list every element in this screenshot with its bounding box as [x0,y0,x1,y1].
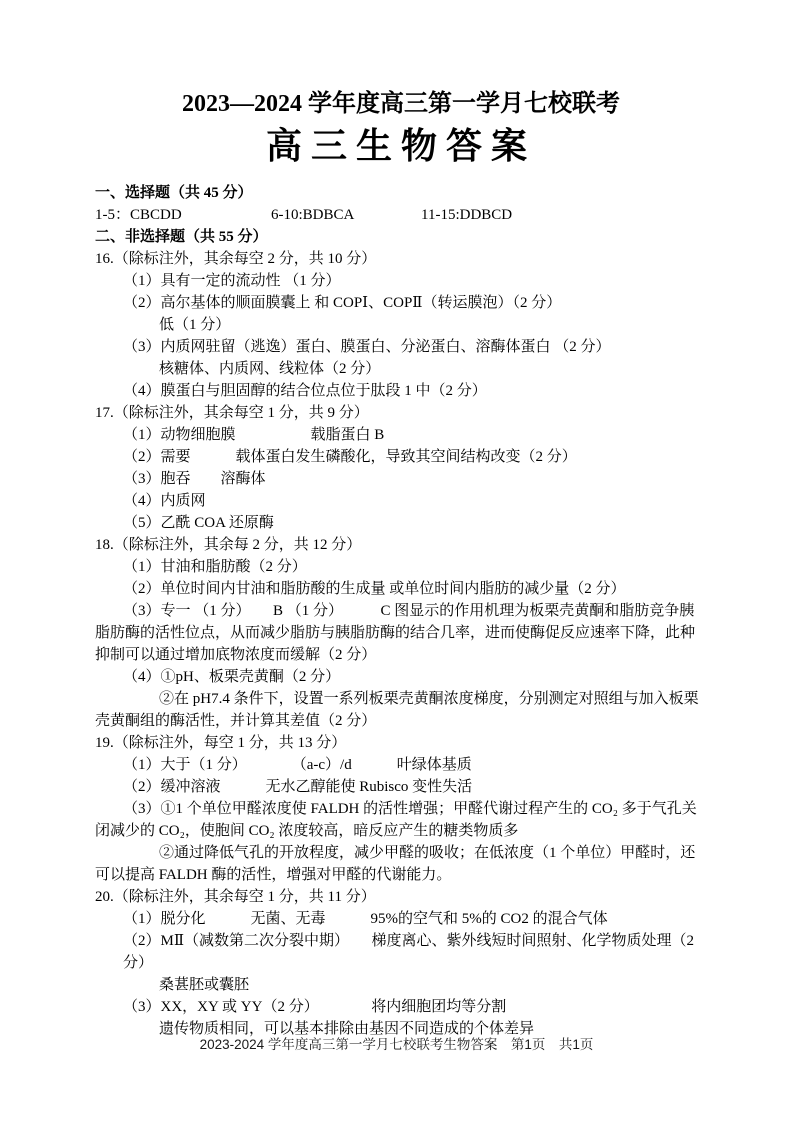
non-choice-section-heading: 二、非选择题（共 55 分） [95,229,268,245]
q18-answer-4-part2: ②在 pH7.4 条件下，设置一系列板栗壳黄酮浓度梯度，分别测定对照组与加入板栗壳黄酮组的酶活性，并计算其差值（2 分） [95,691,699,729]
q19-answer-1: （1）大于（1 分） （a-c）/d 叶绿体基质 [123,757,472,773]
q17-answer-2: （2）需要 载体蛋白发生磷酸化，导致其空间结构改变（2 分） [123,449,577,465]
q19-answer-2: （2）缓冲溶液 无水乙醇能使 Rubisco 变性失活 [123,779,473,795]
q16-answer-1: （1）具有一定的流动性 （1 分） [123,273,341,289]
q17-answer-3: （3）胞吞 溶酶体 [123,471,266,487]
q16-answer-3b: 核糖体、内质网、线粒体（2 分） [159,361,381,377]
q16-answer-2: （2）高尔基体的顺面膜囊上 和 COPⅠ、COPⅡ（转运膜泡）（2 分） [123,295,562,311]
q18-header: 18.（除标注外，其余每 2 分，共 12 分） [95,537,362,553]
q17-answer-1: （1）动物细胞膜 载脂蛋白 B [123,427,385,443]
q16-answer-4: （4）膜蛋白与胆固醇的结合位点位于肽段 1 中（2 分） [123,383,487,399]
q16-header: 16.（除标注外，其余每空 2 分，共 10 分） [95,251,377,267]
q17-header: 17.（除标注外，其余每空 1 分，共 9 分） [95,405,369,421]
q20-answer-2b: 桑葚胚或囊胚 [159,977,250,993]
q20-header: 20.（除标注外，其余每空 1 分，共 11 分） [95,889,376,905]
q18-answer-4-part1: （4）①pH、板栗壳黄酮（2 分） [123,669,341,685]
q20-answer-1: （1）脱分化 无菌、无毒 95%的空气和 5%的 CO2 的混合气体 [123,911,608,927]
choice-answers-row [95,204,707,226]
choice-answers-6-10: 6-10:BDBCA [271,207,355,223]
exam-title: 2023—2024 学年度高三第一学月七校联考 [182,91,620,117]
q18-answer-1: （1）甘油和脂肪酸（2 分） [123,559,307,575]
q16-answer-3: （3）内质网驻留（逃逸）蛋白、膜蛋白、分泌蛋白、溶酶体蛋白 （2 分） [123,339,611,355]
answer-sheet-title: 高三生物答案 [265,125,536,166]
choice-section-heading: 一、选择题（共 45 分） [95,185,253,201]
q20-answer-2: （2）MⅡ（减数第二次分裂中期） 梯度离心、紫外线短时间照射、化学物质处理（2 分） [123,933,698,971]
q16-answer-2b: 低（1 分） [159,317,231,333]
q18-answer-3: （3）专一 （1 分） B （1 分） C 图显示的作用机理为板栗壳黄酮和脂肪竞争胰脂肪酶的活性位点，从而减少脂肪与胰脂肪酶的结合几率，进而使酶促反应速率下降，此种抑制可以通过增加底物浓度而缓解（2 分） [95,603,696,663]
q19-answer-3-part2: ②通过降低气孔的开放程度，减少甲醛的吸收；在低浓度（1 个单位）甲醛时，还可以提高 FALDH 酶的活性，增强对甲醛的代谢能力。 [95,845,696,883]
q18-answer-2: （2）单位时间内甘油和脂肪酸的生成量 或单位时间内脂肪的减少量（2 分） [123,581,626,597]
page-footer: 2023-2024 学年度高三第一学月七校联考生物答案 第1页 共1页 [199,1037,594,1052]
q20-answer-3b: 遗传物质相同，可以基本排除由基因不同造成的个体差异 [159,1021,535,1037]
choice-answers-1-5: 1-5：CBCDD [95,207,182,223]
choice-answers-11-15: 11-15:DDBCD [421,207,513,223]
q17-answer-4: （4）内质网 [123,493,206,509]
answer-body [95,182,707,1040]
q17-answer-5: （5）乙酰 COA 还原酶 [123,515,274,531]
q19-answer-3-part1: （3）①1 个单位甲醛浓度使 FALDH 的活性增强；甲醛代谢过程产生的 CO₂ 多于气孔关闭减少的 CO₂，使胞间 CO₂ 浓度较高，暗反应产生的糖类物质多 [95,801,697,839]
q19-header: 19.（除标注外，每空 1 分，共 13 分） [95,735,347,751]
page-content [95,88,707,1040]
q20-answer-3: （3）XX，XY 或 YY（2 分） 将内细胞团均等分割 [123,999,507,1015]
